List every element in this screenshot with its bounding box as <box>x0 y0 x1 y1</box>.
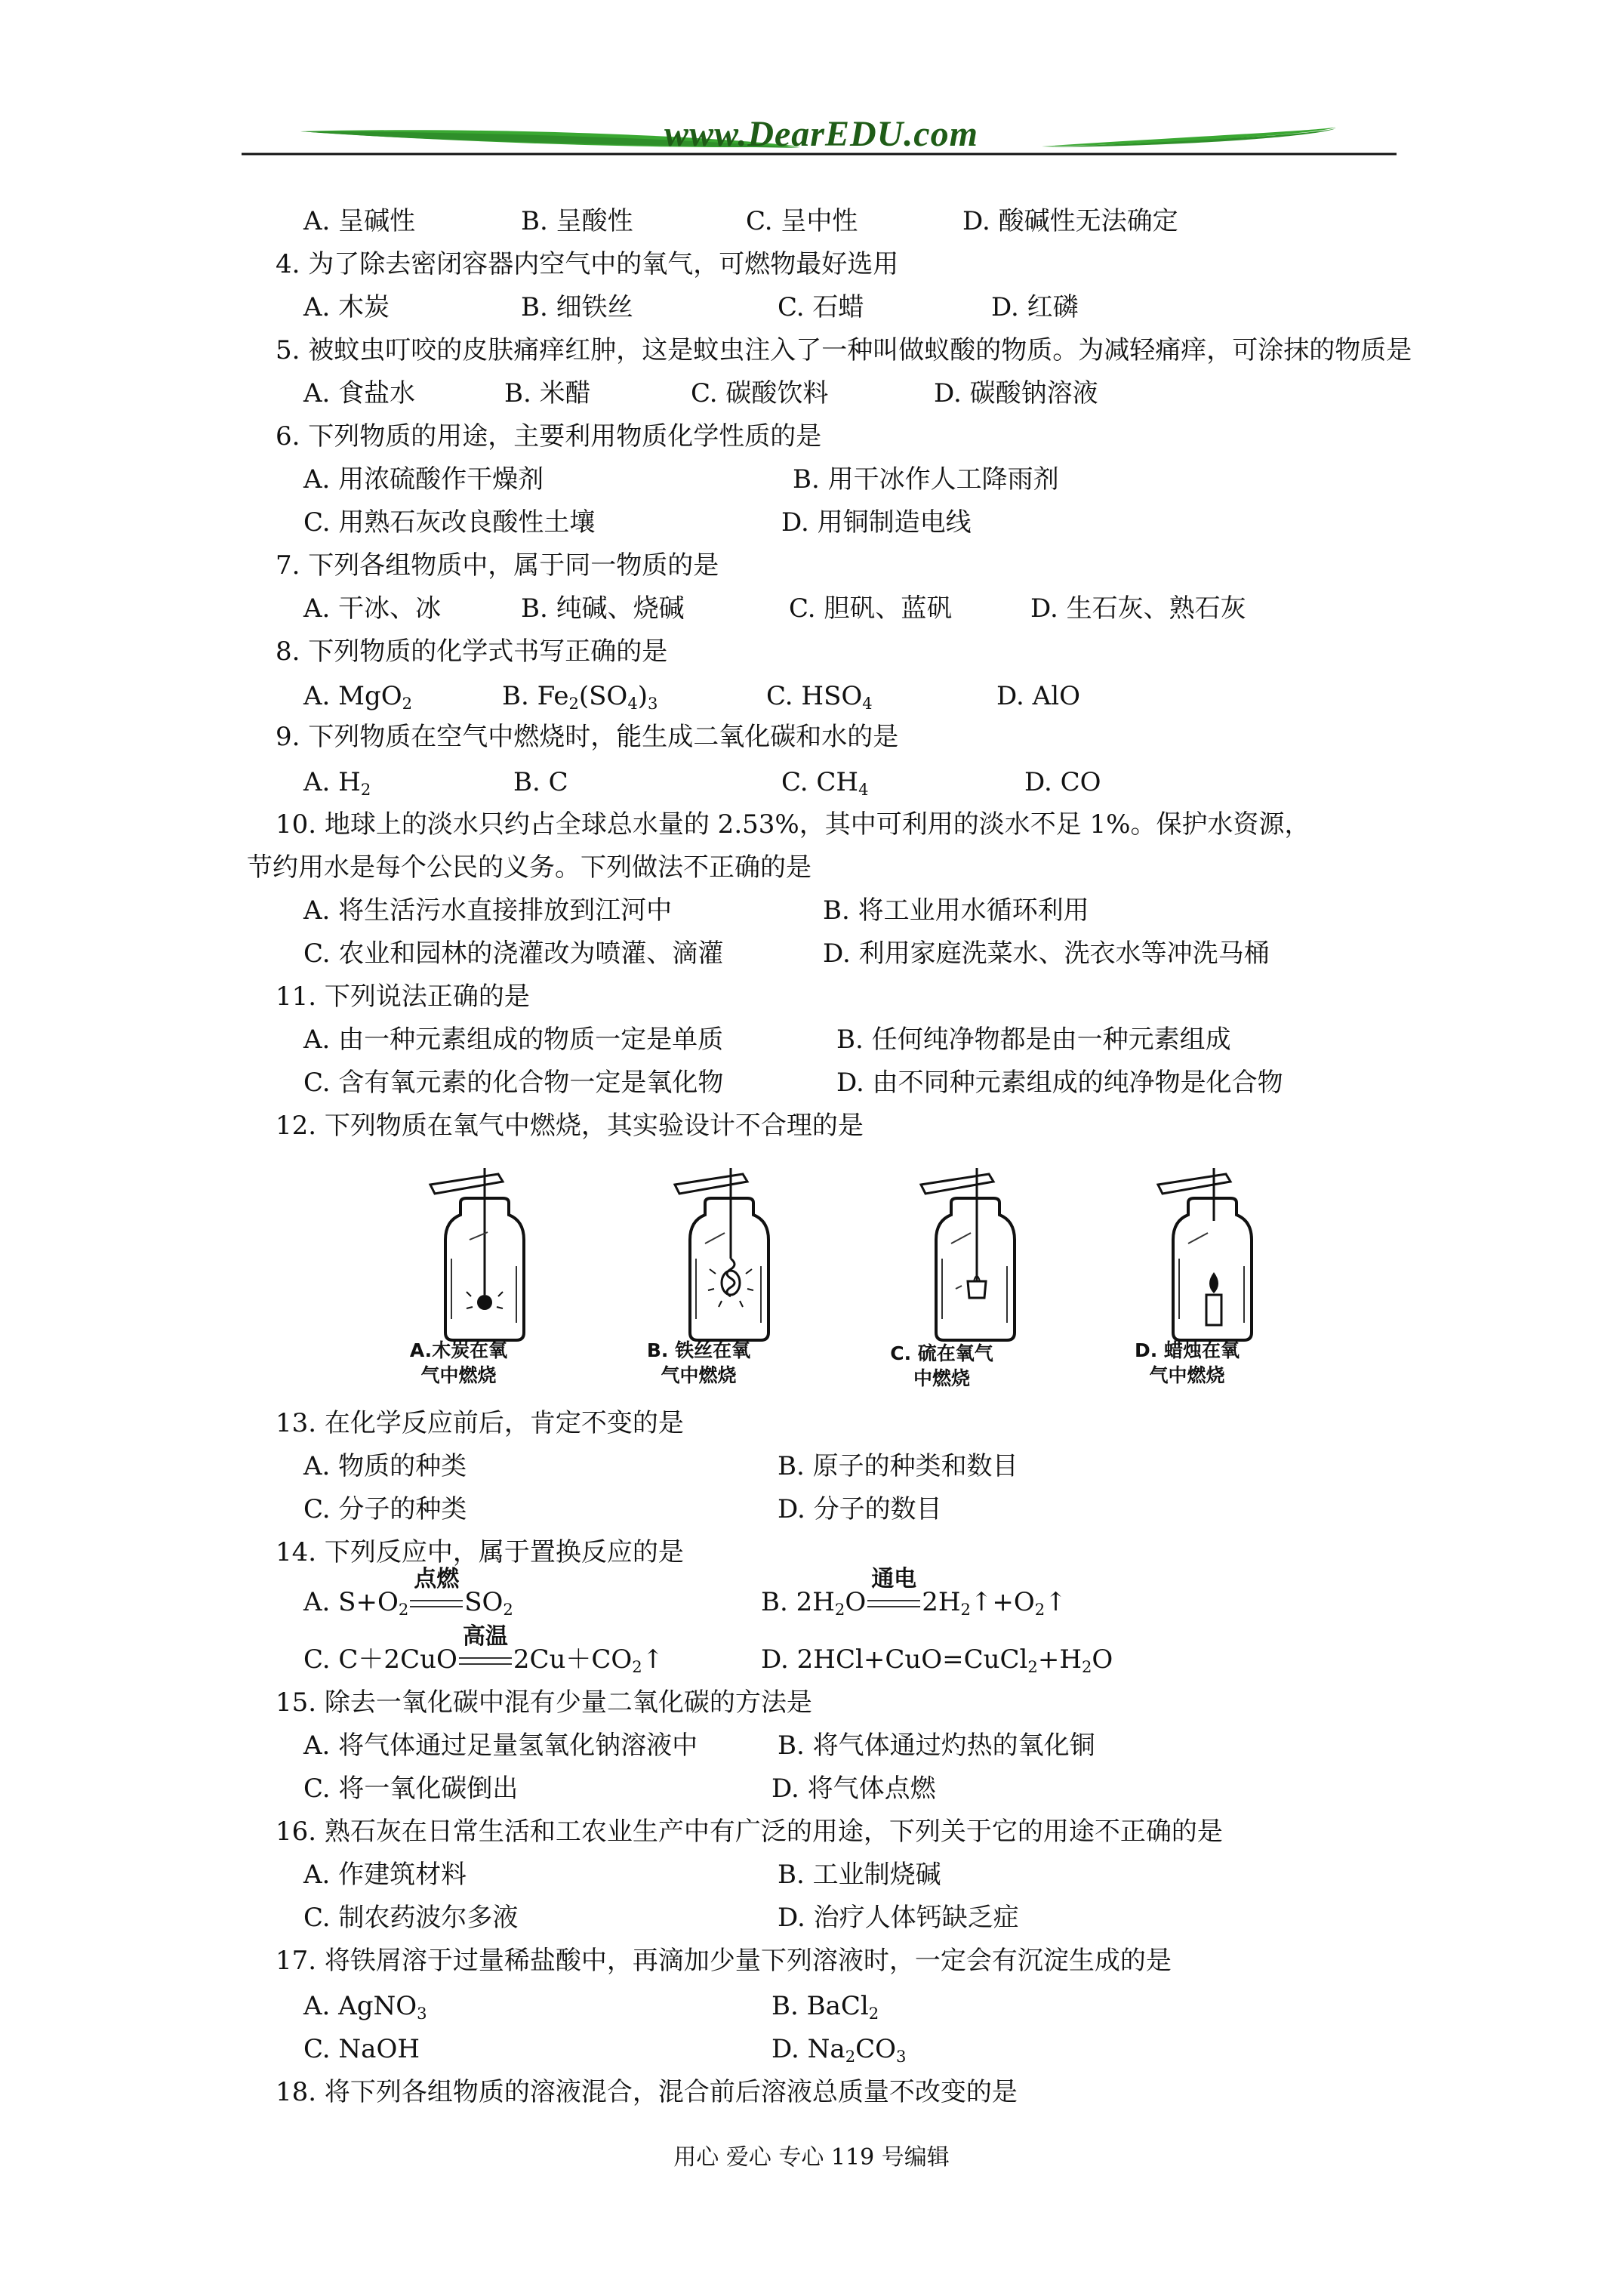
question-15-stem: 15. 除去一氧化碳中混有少量二氧化碳的方法是 <box>276 1687 812 1718</box>
option-c: C. 制农药波尔多液 <box>303 1903 519 1933</box>
option-d: D. 利用家庭洗菜水、洗衣水等冲洗马桶 <box>823 938 1270 969</box>
option-d: D. 将气体点燃 <box>771 1774 936 1804</box>
option-d: D. 分子的数目 <box>778 1494 942 1524</box>
option-b: B. $Fe_2(SO_4)_3$ <box>502 681 658 713</box>
question-8-stem: 8. 下列物质的化学式书写正确的是 <box>276 636 668 667</box>
condition-label: 通电 <box>871 1566 917 1592</box>
option-d: D. 酸碱性无法确定 <box>962 206 1178 236</box>
option-b: B. 纯碱、烧碱 <box>521 593 685 624</box>
option-b: B. 细铁丝 <box>521 292 633 322</box>
condition-label: 高温 <box>462 1623 508 1650</box>
header-logo <box>242 104 1397 165</box>
jar-a-charcoal-icon <box>430 1168 524 1340</box>
option-a: A. 由一种元素组成的物质一定是单质 <box>303 1025 724 1055</box>
question-11-stem: 11. 下列说法正确的是 <box>276 982 530 1012</box>
option-a: A. 用浓硫酸作干燥剂 <box>303 464 544 495</box>
option-b: B. 将气体通过灼热的氧化铜 <box>778 1730 1095 1761</box>
option-a: A. 木炭 <box>303 292 390 322</box>
page-footer: 用心 爱心 专心 119 号编辑 <box>673 2144 950 2171</box>
option-c: C. $HSO_4$ <box>766 681 873 713</box>
option-b-equation: B. $2H_2O$ 通电 $2H_2↑+O_2↑$ <box>761 1566 1067 1619</box>
question-17-stem: 17. 将铁屑溶于过量稀盐酸中，再滴加少量下列溶液时，一定会有沉淀生成的是 <box>276 1946 1172 1976</box>
question-9-stem: 9. 下列物质在空气中燃烧时，能生成二氧化碳和水的是 <box>276 722 899 752</box>
option-b: B. 呈酸性 <box>521 206 633 236</box>
option-c: C. 石蜡 <box>778 292 864 322</box>
option-c: C. $CH_4$ <box>781 767 869 799</box>
option-d: D. 生石灰、熟石灰 <box>1030 593 1246 624</box>
option-a: A. 呈碱性 <box>303 206 416 236</box>
option-c: C. 将一氧化碳倒出 <box>303 1774 519 1804</box>
option-d: D. CO <box>1024 767 1101 797</box>
caption-a: A.木炭在氧 气中燃烧 <box>409 1339 508 1386</box>
question-4-stem: 4. 为了除去密闭容器内空气中的氧气，可燃物最好选用 <box>276 249 899 279</box>
option-b: B. 任何纯净物都是由一种元素组成 <box>836 1025 1231 1055</box>
option-d: D. 碳酸钠溶液 <box>934 378 1098 408</box>
option-a: A. 将生活污水直接排放到江河中 <box>303 895 673 926</box>
option-a: A. 干冰、冰 <box>303 593 442 624</box>
question-10-stem: 10. 地球上的淡水只约占全球总水量的 2.53%，其中可利用的淡水不足 1%。保护水资源， <box>276 809 1310 840</box>
condition-label: 点燃 <box>414 1566 460 1592</box>
option-c: C. 用熟石灰改良酸性土壤 <box>303 507 596 538</box>
question-7-stem: 7. 下列各组物质中，属于同一物质的是 <box>276 550 719 581</box>
option-b: B. 将工业用水循环利用 <box>823 895 1089 926</box>
option-a: A. 作建筑材料 <box>303 1860 467 1890</box>
option-c: C. 分子的种类 <box>303 1494 467 1524</box>
caption-b: B. 铁丝在氧 气中燃烧 <box>646 1339 751 1386</box>
jar-b-iron-wire-icon <box>675 1168 768 1340</box>
option-d: D. 红磷 <box>991 292 1079 322</box>
option-c: C. 胆矾、蓝矾 <box>789 593 953 624</box>
logo-text: www.DearEDU.com <box>664 114 978 154</box>
option-b: B. 用干冰作人工降雨剂 <box>793 464 1059 495</box>
option-b: B. BaCl$_2$ <box>771 1991 879 2023</box>
option-d: D. 用铜制造电线 <box>781 507 972 538</box>
question-14-stem: 14. 下列反应中，属于置换反应的是 <box>276 1537 684 1567</box>
option-c: C. 农业和园林的浇灌改为喷灌、滴灌 <box>303 938 724 969</box>
option-c: C. 含有氧元素的化合物一定是氧化物 <box>303 1068 724 1098</box>
question-18-stem: 18. 将下列各组物质的溶液混合，混合前后溶液总质量不改变的是 <box>276 2077 1018 2107</box>
jar-c-sulfur-icon <box>921 1168 1015 1340</box>
option-b: B. 原子的种类和数目 <box>778 1451 1018 1481</box>
option-c: C. 碳酸饮料 <box>691 378 829 408</box>
option-a: A. $H_2$ <box>303 767 371 799</box>
question-6-stem: 6. 下列物质的用途，主要利用物质化学性质的是 <box>276 421 822 451</box>
option-b: B. 米醋 <box>504 378 591 408</box>
option-b: B. C <box>513 767 568 797</box>
option-a: A. 食盐水 <box>303 378 416 408</box>
question-5-stem: 5. 被蚊虫叮咬的皮肤痛痒红肿，这是蚊虫注入了一种叫做蚁酸的物质。为减轻痛痒，可涂抹的物质是 <box>276 335 1412 365</box>
option-d: D. $Na_2CO_3$ <box>771 2034 907 2066</box>
question-10-stem-cont: 节约用水是每个公民的义务。下列做法不正确的是 <box>247 852 812 883</box>
option-a: A. AgNO$_3$ <box>303 1991 427 2023</box>
option-a: A. 将气体通过足量氢氧化钠溶液中 <box>303 1730 698 1761</box>
option-d: D. 由不同种元素组成的纯净物是化合物 <box>836 1068 1283 1098</box>
caption-c: C. 硫在氧气 中燃烧 <box>890 1342 993 1389</box>
question-12-stem: 12. 下列物质在氧气中燃烧，其实验设计不合理的是 <box>276 1111 864 1141</box>
option-a: A. MgO$_2$ <box>303 681 413 713</box>
option-a-equation: A. $S+O_2$ 点燃 $SO_2$ <box>303 1566 513 1619</box>
option-b: B. 工业制烧碱 <box>778 1860 941 1890</box>
option-c-equation: C. C＋2CuO 高温 $2Cu+CO_2↑$ <box>303 1623 664 1676</box>
option-c: C. 呈中性 <box>746 206 858 236</box>
option-d: D. 治疗人体钙缺乏症 <box>778 1903 1019 1933</box>
jar-d-candle-icon <box>1158 1168 1252 1340</box>
caption-d: D. 蜡烛在氧 气中燃烧 <box>1135 1339 1240 1386</box>
option-a: A. 物质的种类 <box>303 1451 467 1481</box>
option-c: C. NaOH <box>303 2034 420 2064</box>
question-13-stem: 13. 在化学反应前后，肯定不变的是 <box>276 1408 684 1438</box>
option-d-equation: D. $2HCl+CuO=CuCl_2+H_2O$ <box>761 1644 1113 1676</box>
option-d: D. AlO <box>996 681 1080 711</box>
question-16-stem: 16. 熟石灰在日常生活和工农业生产中有广泛的用途，下列关于它的用途不正确的是 <box>276 1817 1223 1847</box>
